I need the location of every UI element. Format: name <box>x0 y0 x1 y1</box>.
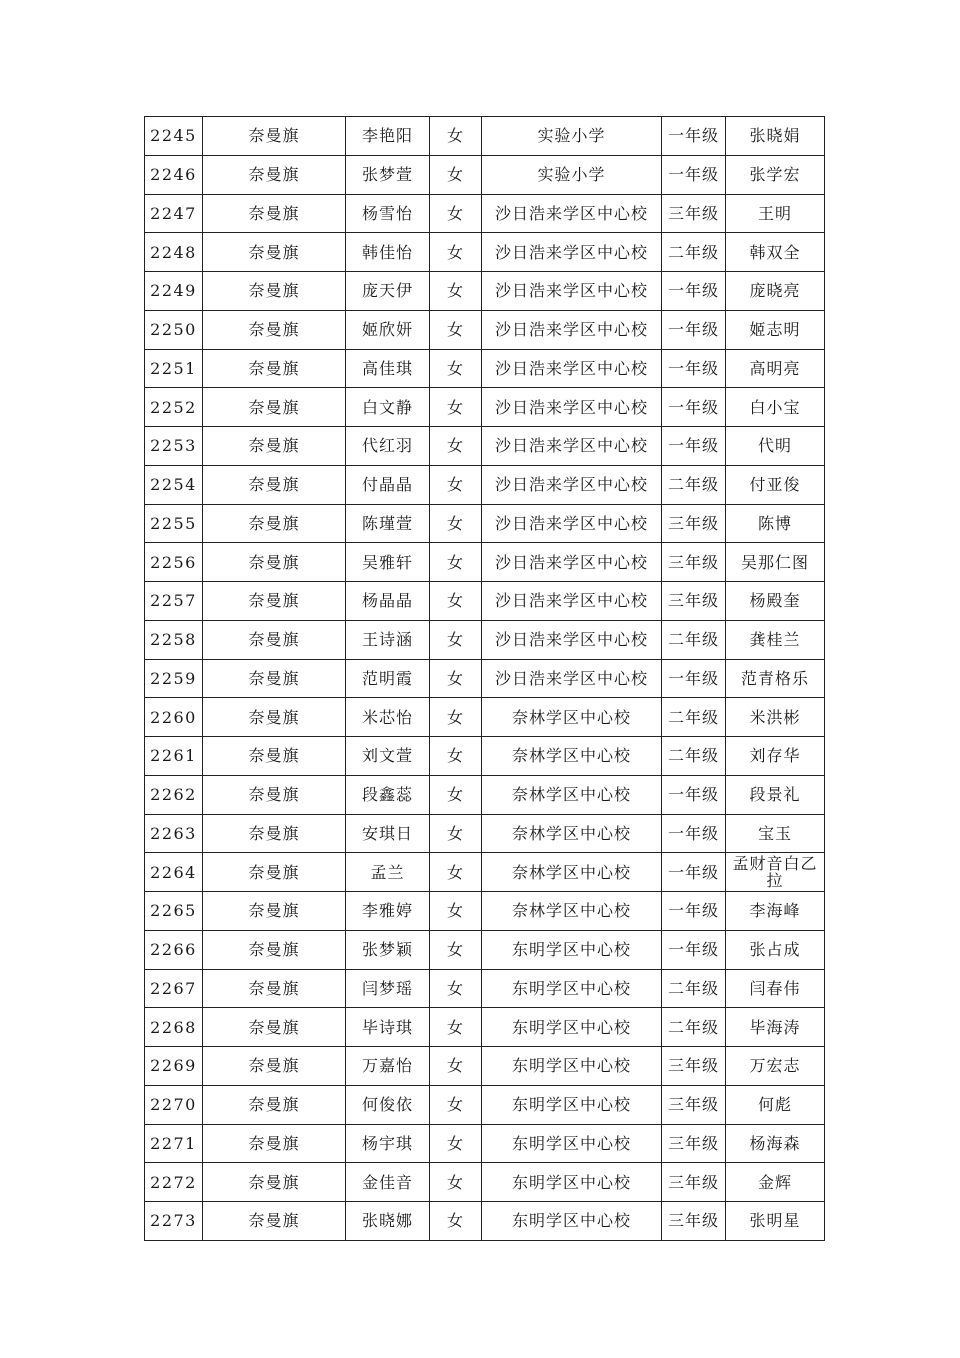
cell-gender: 女 <box>430 349 482 388</box>
cell-gender: 女 <box>430 620 482 659</box>
cell-grade: 一年级 <box>662 272 726 311</box>
cell-school: 沙日浩来学区中心校 <box>482 349 662 388</box>
cell-county: 奈曼旗 <box>203 194 346 233</box>
cell-grade: 二年级 <box>662 698 726 737</box>
cell-county: 奈曼旗 <box>203 892 346 931</box>
table-row <box>145 1047 825 1086</box>
table-row <box>145 582 825 621</box>
cell-gender: 女 <box>430 310 482 349</box>
table-row <box>145 814 825 853</box>
cell-number: 2263 <box>145 814 203 853</box>
cell-guardian: 金辉 <box>726 1163 825 1202</box>
cell-student-name: 刘文萱 <box>346 737 430 776</box>
table-row <box>145 155 825 194</box>
cell-county: 奈曼旗 <box>203 465 346 504</box>
roster-body <box>145 117 825 1241</box>
cell-number: 2253 <box>145 427 203 466</box>
cell-school: 奈林学区中心校 <box>482 737 662 776</box>
cell-gender: 女 <box>430 582 482 621</box>
table-row <box>145 272 825 311</box>
cell-grade: 二年级 <box>662 620 726 659</box>
table-row <box>145 117 825 156</box>
cell-gender: 女 <box>430 388 482 427</box>
table-row <box>145 930 825 969</box>
cell-county: 奈曼旗 <box>203 775 346 814</box>
cell-county: 奈曼旗 <box>203 1085 346 1124</box>
table-row <box>145 698 825 737</box>
cell-guardian: 张明星 <box>726 1202 825 1241</box>
cell-gender: 女 <box>430 1163 482 1202</box>
table-row <box>145 310 825 349</box>
cell-county: 奈曼旗 <box>203 659 346 698</box>
cell-school: 沙日浩来学区中心校 <box>482 272 662 311</box>
cell-guardian: 代明 <box>726 427 825 466</box>
cell-guardian: 张占成 <box>726 930 825 969</box>
cell-guardian: 杨殿奎 <box>726 582 825 621</box>
cell-county: 奈曼旗 <box>203 504 346 543</box>
cell-guardian: 孟财音白乙拉 <box>726 853 825 892</box>
cell-grade: 三年级 <box>662 582 726 621</box>
cell-grade: 二年级 <box>662 233 726 272</box>
cell-student-name: 闫梦瑶 <box>346 969 430 1008</box>
cell-number: 2251 <box>145 349 203 388</box>
cell-number: 2271 <box>145 1124 203 1163</box>
cell-school: 东明学区中心校 <box>482 1202 662 1241</box>
cell-gender: 女 <box>430 853 482 892</box>
cell-grade: 一年级 <box>662 814 726 853</box>
cell-grade: 二年级 <box>662 969 726 1008</box>
table-row <box>145 194 825 233</box>
cell-gender: 女 <box>430 1124 482 1163</box>
cell-gender: 女 <box>430 194 482 233</box>
cell-gender: 女 <box>430 117 482 156</box>
cell-county: 奈曼旗 <box>203 310 346 349</box>
cell-county: 奈曼旗 <box>203 969 346 1008</box>
cell-guardian: 陈博 <box>726 504 825 543</box>
cell-number: 2254 <box>145 465 203 504</box>
cell-school: 沙日浩来学区中心校 <box>482 388 662 427</box>
cell-guardian: 段景礼 <box>726 775 825 814</box>
cell-grade: 一年级 <box>662 349 726 388</box>
cell-guardian: 杨海森 <box>726 1124 825 1163</box>
cell-student-name: 杨宇琪 <box>346 1124 430 1163</box>
cell-school: 沙日浩来学区中心校 <box>482 233 662 272</box>
table-row <box>145 427 825 466</box>
cell-number: 2245 <box>145 117 203 156</box>
cell-gender: 女 <box>430 427 482 466</box>
table-row <box>145 543 825 582</box>
cell-number: 2248 <box>145 233 203 272</box>
cell-number: 2247 <box>145 194 203 233</box>
table-row <box>145 1163 825 1202</box>
cell-grade: 二年级 <box>662 737 726 776</box>
cell-gender: 女 <box>430 233 482 272</box>
cell-county: 奈曼旗 <box>203 1124 346 1163</box>
cell-school: 沙日浩来学区中心校 <box>482 194 662 233</box>
table-row <box>145 853 825 892</box>
cell-number: 2266 <box>145 930 203 969</box>
cell-number: 2264 <box>145 853 203 892</box>
cell-school: 奈林学区中心校 <box>482 775 662 814</box>
cell-grade: 二年级 <box>662 1008 726 1047</box>
cell-school: 奈林学区中心校 <box>482 698 662 737</box>
cell-guardian: 刘存华 <box>726 737 825 776</box>
cell-school: 东明学区中心校 <box>482 1047 662 1086</box>
cell-school: 沙日浩来学区中心校 <box>482 504 662 543</box>
cell-grade: 一年级 <box>662 427 726 466</box>
cell-student-name: 张晓娜 <box>346 1202 430 1241</box>
cell-county: 奈曼旗 <box>203 582 346 621</box>
cell-number: 2269 <box>145 1047 203 1086</box>
cell-guardian: 米洪彬 <box>726 698 825 737</box>
cell-guardian: 韩双全 <box>726 233 825 272</box>
cell-school: 实验小学 <box>482 155 662 194</box>
cell-grade: 二年级 <box>662 465 726 504</box>
cell-gender: 女 <box>430 1202 482 1241</box>
cell-guardian: 付亚俊 <box>726 465 825 504</box>
cell-guardian: 范青格乐 <box>726 659 825 698</box>
cell-gender: 女 <box>430 155 482 194</box>
cell-school: 沙日浩来学区中心校 <box>482 659 662 698</box>
cell-student-name: 白文静 <box>346 388 430 427</box>
cell-grade: 一年级 <box>662 775 726 814</box>
cell-grade: 一年级 <box>662 659 726 698</box>
cell-student-name: 庞天伊 <box>346 272 430 311</box>
cell-guardian: 张晓娟 <box>726 117 825 156</box>
cell-student-name: 张梦颖 <box>346 930 430 969</box>
cell-county: 奈曼旗 <box>203 1047 346 1086</box>
cell-student-name: 张梦萱 <box>346 155 430 194</box>
cell-school: 东明学区中心校 <box>482 1085 662 1124</box>
cell-student-name: 高佳琪 <box>346 349 430 388</box>
roster-table <box>144 116 825 1241</box>
cell-guardian: 龚桂兰 <box>726 620 825 659</box>
cell-student-name: 王诗涵 <box>346 620 430 659</box>
cell-number: 2255 <box>145 504 203 543</box>
cell-county: 奈曼旗 <box>203 620 346 659</box>
cell-student-name: 李艳阳 <box>346 117 430 156</box>
cell-grade: 一年级 <box>662 310 726 349</box>
cell-county: 奈曼旗 <box>203 427 346 466</box>
cell-school: 沙日浩来学区中心校 <box>482 427 662 466</box>
cell-school: 东明学区中心校 <box>482 1163 662 1202</box>
cell-student-name: 段鑫蕊 <box>346 775 430 814</box>
cell-gender: 女 <box>430 465 482 504</box>
cell-gender: 女 <box>430 1047 482 1086</box>
table-row <box>145 659 825 698</box>
cell-gender: 女 <box>430 737 482 776</box>
cell-county: 奈曼旗 <box>203 543 346 582</box>
cell-school: 沙日浩来学区中心校 <box>482 310 662 349</box>
cell-gender: 女 <box>430 698 482 737</box>
cell-student-name: 李雅婷 <box>346 892 430 931</box>
cell-gender: 女 <box>430 272 482 311</box>
cell-student-name: 范明霞 <box>346 659 430 698</box>
cell-gender: 女 <box>430 1008 482 1047</box>
cell-student-name: 陈瑾萱 <box>346 504 430 543</box>
table-row <box>145 388 825 427</box>
cell-grade: 三年级 <box>662 543 726 582</box>
cell-number: 2250 <box>145 310 203 349</box>
cell-county: 奈曼旗 <box>203 1202 346 1241</box>
cell-grade: 三年级 <box>662 1047 726 1086</box>
cell-guardian: 庞晓亮 <box>726 272 825 311</box>
cell-school: 奈林学区中心校 <box>482 853 662 892</box>
cell-student-name: 韩佳怡 <box>346 233 430 272</box>
cell-number: 2246 <box>145 155 203 194</box>
cell-gender: 女 <box>430 814 482 853</box>
cell-number: 2265 <box>145 892 203 931</box>
cell-guardian: 毕海涛 <box>726 1008 825 1047</box>
cell-student-name: 杨晶晶 <box>346 582 430 621</box>
cell-county: 奈曼旗 <box>203 388 346 427</box>
cell-school: 沙日浩来学区中心校 <box>482 543 662 582</box>
cell-student-name: 安琪日 <box>346 814 430 853</box>
cell-county: 奈曼旗 <box>203 272 346 311</box>
cell-number: 2262 <box>145 775 203 814</box>
cell-student-name: 吴雅轩 <box>346 543 430 582</box>
cell-student-name: 付晶晶 <box>346 465 430 504</box>
cell-number: 2270 <box>145 1085 203 1124</box>
cell-grade: 一年级 <box>662 388 726 427</box>
table-row <box>145 620 825 659</box>
cell-student-name: 孟兰 <box>346 853 430 892</box>
cell-number: 2272 <box>145 1163 203 1202</box>
table-row <box>145 1008 825 1047</box>
table-row <box>145 892 825 931</box>
table-row <box>145 349 825 388</box>
cell-number: 2273 <box>145 1202 203 1241</box>
cell-student-name: 米芯怡 <box>346 698 430 737</box>
cell-number: 2252 <box>145 388 203 427</box>
cell-grade: 三年级 <box>662 1124 726 1163</box>
cell-student-name: 毕诗琪 <box>346 1008 430 1047</box>
cell-guardian: 白小宝 <box>726 388 825 427</box>
table-row <box>145 737 825 776</box>
cell-county: 奈曼旗 <box>203 233 346 272</box>
cell-student-name: 万嘉怡 <box>346 1047 430 1086</box>
cell-guardian: 李海峰 <box>726 892 825 931</box>
table-row <box>145 233 825 272</box>
cell-guardian: 姬志明 <box>726 310 825 349</box>
cell-grade: 三年级 <box>662 504 726 543</box>
cell-grade: 一年级 <box>662 930 726 969</box>
cell-school: 东明学区中心校 <box>482 969 662 1008</box>
cell-county: 奈曼旗 <box>203 117 346 156</box>
cell-number: 2249 <box>145 272 203 311</box>
cell-county: 奈曼旗 <box>203 155 346 194</box>
cell-grade: 一年级 <box>662 853 726 892</box>
cell-grade: 三年级 <box>662 194 726 233</box>
cell-county: 奈曼旗 <box>203 853 346 892</box>
cell-school: 东明学区中心校 <box>482 1008 662 1047</box>
cell-number: 2259 <box>145 659 203 698</box>
cell-school: 实验小学 <box>482 117 662 156</box>
cell-grade: 三年级 <box>662 1163 726 1202</box>
cell-gender: 女 <box>430 659 482 698</box>
table-row <box>145 775 825 814</box>
cell-school: 沙日浩来学区中心校 <box>482 465 662 504</box>
cell-number: 2260 <box>145 698 203 737</box>
cell-school: 东明学区中心校 <box>482 1124 662 1163</box>
cell-grade: 三年级 <box>662 1202 726 1241</box>
cell-county: 奈曼旗 <box>203 737 346 776</box>
table-row <box>145 504 825 543</box>
cell-guardian: 宝玉 <box>726 814 825 853</box>
cell-gender: 女 <box>430 1085 482 1124</box>
cell-number: 2256 <box>145 543 203 582</box>
cell-number: 2267 <box>145 969 203 1008</box>
cell-guardian: 吴那仁图 <box>726 543 825 582</box>
table-row <box>145 969 825 1008</box>
table-row <box>145 1085 825 1124</box>
cell-guardian: 何彪 <box>726 1085 825 1124</box>
cell-guardian: 闫春伟 <box>726 969 825 1008</box>
cell-gender: 女 <box>430 504 482 543</box>
table-row <box>145 1124 825 1163</box>
cell-student-name: 姬欣妍 <box>346 310 430 349</box>
cell-student-name: 杨雪怡 <box>346 194 430 233</box>
cell-school: 奈林学区中心校 <box>482 814 662 853</box>
cell-gender: 女 <box>430 775 482 814</box>
cell-grade: 一年级 <box>662 892 726 931</box>
cell-gender: 女 <box>430 930 482 969</box>
table-row <box>145 465 825 504</box>
cell-number: 2261 <box>145 737 203 776</box>
cell-guardian: 张学宏 <box>726 155 825 194</box>
cell-county: 奈曼旗 <box>203 814 346 853</box>
cell-county: 奈曼旗 <box>203 1008 346 1047</box>
cell-county: 奈曼旗 <box>203 1163 346 1202</box>
cell-school: 奈林学区中心校 <box>482 892 662 931</box>
cell-guardian: 王明 <box>726 194 825 233</box>
cell-number: 2258 <box>145 620 203 659</box>
cell-grade: 三年级 <box>662 1085 726 1124</box>
cell-school: 沙日浩来学区中心校 <box>482 582 662 621</box>
cell-school: 沙日浩来学区中心校 <box>482 620 662 659</box>
cell-county: 奈曼旗 <box>203 930 346 969</box>
cell-gender: 女 <box>430 892 482 931</box>
cell-gender: 女 <box>430 969 482 1008</box>
cell-student-name: 金佳音 <box>346 1163 430 1202</box>
cell-grade: 一年级 <box>662 117 726 156</box>
cell-guardian: 高明亮 <box>726 349 825 388</box>
cell-number: 2257 <box>145 582 203 621</box>
cell-county: 奈曼旗 <box>203 349 346 388</box>
cell-student-name: 代红羽 <box>346 427 430 466</box>
cell-guardian: 万宏志 <box>726 1047 825 1086</box>
cell-school: 东明学区中心校 <box>482 930 662 969</box>
cell-student-name: 何俊依 <box>346 1085 430 1124</box>
cell-number: 2268 <box>145 1008 203 1047</box>
cell-county: 奈曼旗 <box>203 698 346 737</box>
table-row <box>145 1202 825 1241</box>
cell-gender: 女 <box>430 543 482 582</box>
cell-grade: 一年级 <box>662 155 726 194</box>
